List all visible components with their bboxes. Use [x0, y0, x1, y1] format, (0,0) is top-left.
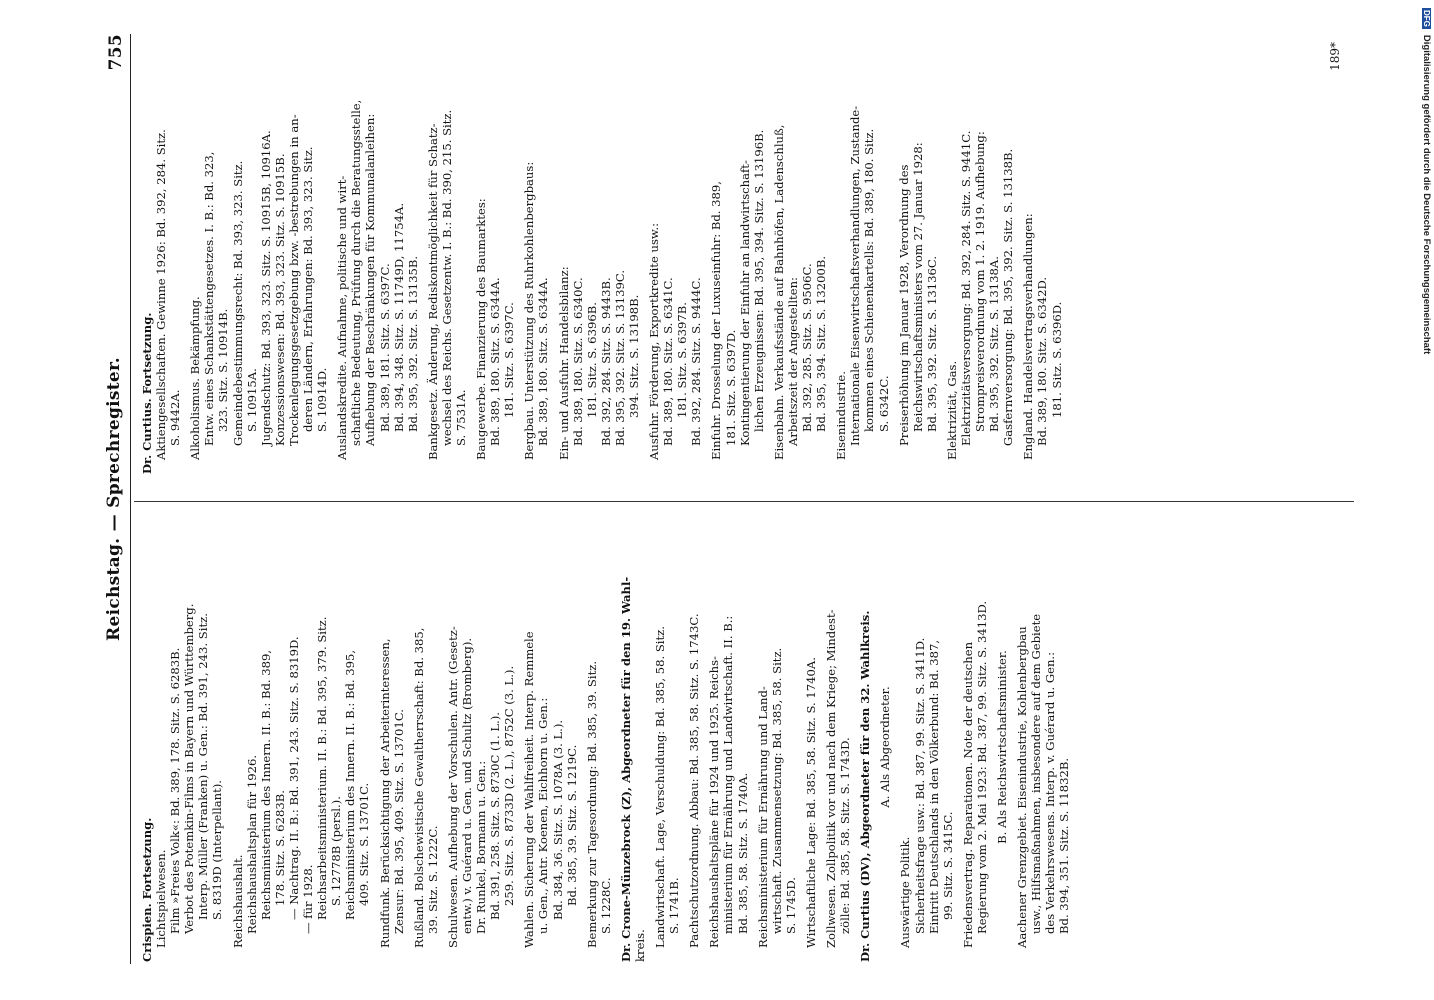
index-line: 39. Sitz. S. 1222C.	[425, 825, 440, 934]
index-line: kreis.	[633, 929, 647, 962]
index-line: Kontingentierung der Einfuhr an landwirtschaft-	[737, 160, 752, 446]
index-line: Reichsministerium für Ernährung und Land-	[755, 686, 770, 948]
index-line: Konzessionswesen: Bd. 393, 323. Sitz. S. 10915B.	[272, 153, 287, 446]
index-line: 323. Sitz. S. 10914B.	[216, 308, 231, 432]
index-line: Eintritt Deutschlands in den Völkerbund: Bd. 387,	[926, 639, 941, 934]
index-line: Wahlen. Sicherung der Wahlfreiheit. Interp. Remmele	[522, 631, 537, 948]
index-entry	[1015, 532, 1071, 962]
index-entry	[188, 44, 329, 474]
index-line: Reichshaushaltspläne für 1924 und 1925. Reichs-	[707, 656, 722, 948]
index-entry	[522, 44, 550, 474]
index-line: Reichshaushaltsplan für 1926.	[244, 754, 259, 934]
index-line: Einfuhr. Drosselung der Luxuseinfuhr: Bd. 389,	[709, 181, 724, 460]
index-line: S. 12778B (persl.).	[329, 796, 344, 906]
index-line: Gasfernversorgung: Bd. 395, 392. Sitz. S. 13138B.	[1001, 148, 1016, 446]
index-entry	[961, 532, 989, 962]
column-divider	[134, 501, 1354, 502]
index-entry	[140, 44, 182, 474]
rotated-document-page	[100, 20, 1360, 980]
index-entry	[878, 532, 892, 962]
index-entry	[474, 44, 516, 474]
page-header	[100, 34, 126, 964]
index-line: Bd. 389, 181. Sitz. S. 6397C.	[377, 263, 392, 432]
index-line: des Verkehrswesens. Interp. v. Guérard u. Gen.:	[1043, 651, 1058, 934]
index-entry	[898, 532, 954, 962]
index-line: S. 6342C.	[876, 375, 891, 432]
index-entry	[834, 44, 890, 474]
index-line: England. Handelsvertragsverhandlungen:	[1021, 213, 1036, 460]
index-entry	[707, 532, 749, 962]
index-line: Reichsarbeitsministerium. II. B.: Bd. 395, 379. Sitz.	[315, 616, 330, 920]
index-line: Bd. 384, 36. Sitz. S. 1078A (3. L.).	[550, 719, 565, 920]
index-line: Rußland. Bolschewistische Gewaltherrschaft: Bd. 385,	[411, 627, 426, 948]
index-line: S. 8319D (Interpellant).	[210, 780, 225, 920]
index-line: Trockenlegungsgesetzgebung bzw. -bestrebungen in an-	[286, 114, 301, 446]
index-line: Gemeindebestimmungsrecht: Bd. 393, 323. Sitz.	[230, 160, 245, 446]
index-entry	[426, 44, 468, 474]
index-line: Crispien. Fortsetzung.	[140, 817, 154, 962]
index-entry	[231, 532, 372, 962]
index-line: Bankgesetz. Änderung, Rediskontmöglichkeit für Schatz-	[425, 123, 440, 460]
index-line: 181. Sitz. S. 6397C.	[502, 302, 517, 418]
index-line: Zensur: Bd. 395, 409. Sitz. S. 13701C.	[391, 709, 406, 934]
index-line: ministerium für Ernährung und Landwirtschaft. II. B.:	[721, 615, 736, 934]
index-line: Reichsministerium des Innern. II. B.: Bd. 389,	[258, 649, 273, 920]
index-entry	[858, 532, 872, 962]
index-line: Film »Freies Volk«: Bd. 389, 178. Sitz. S. 6283B.	[168, 647, 183, 934]
index-line: Bd. 391, 258. Sitz. S. 8730C (1. L.).	[488, 712, 503, 920]
index-entry	[653, 532, 681, 962]
index-line: deren Ländern, Erfahrungen: Bd. 393, 323. Sitz.	[301, 146, 316, 432]
index-line: Landwirtschaft. Lage, Verschuldung: Bd. 385, 58. Sitz.	[653, 626, 668, 948]
index-line: Bd. 394, 348. Sitz. S. 11749D, 11754A.	[391, 202, 406, 432]
header-rule	[130, 34, 131, 964]
index-line: Alkoholismus. Bekämpfung.	[188, 296, 203, 460]
index-line: Elektrizitätsversorgung: Bd. 392, 284. Sitz. S. 9441C.	[958, 130, 973, 446]
index-entry	[824, 532, 852, 962]
index-line: S. 1228C.	[598, 877, 613, 934]
index-entry	[1021, 44, 1063, 474]
index-line: Schulwesen. Aufhebung der Vorschulen. Antr. (Gesetz-	[445, 626, 460, 948]
index-entry	[804, 532, 818, 962]
index-line: usw., Hilfsmaßnahmen, insbesondere auf dem Gebiete	[1029, 613, 1044, 934]
index-line: Bd. 392, 284. Sitz. S. 9443B.	[598, 277, 613, 446]
index-line: S. 1741B.	[667, 877, 682, 934]
index-line: Bd. 385, 39. Sitz. S. 1219C.	[564, 744, 579, 906]
index-line: Friedensvertrag. Reparationen. Note der deutschen	[960, 641, 975, 948]
credit-text-wrapper	[1420, 8, 1432, 988]
index-line: wirtschaft. Zusammensetzung: Bd. 385, 58. Sitz.	[769, 647, 784, 934]
index-line: — Nachtrag. II. B.: Bd. 391, 243. Sitz. S. 8319D.	[286, 636, 301, 920]
index-line: 394. Sitz. S. 13198B.	[627, 294, 641, 418]
index-line: Bd. 395, 392. Sitz. S. 13136C.	[924, 255, 939, 432]
index-line: lichen Erzeugnissen: Bd. 395, 394. Sitz. S. 13196B.	[751, 129, 766, 432]
index-entry	[446, 532, 516, 962]
index-line: Bergbau. Unterstützung des Ruhrkohlenbergbaus:	[522, 161, 537, 460]
index-line: Bd. 389, 180. Sitz. S. 6344A.	[488, 277, 503, 446]
index-entry	[709, 44, 765, 474]
signature-mark: 189*	[1328, 42, 1342, 71]
index-line: Aufhebung der Beschränkungen für Kommunalanleihen:	[363, 113, 378, 446]
index-line: Reichshaushalt.	[230, 854, 245, 948]
index-line: Preiserhöhung im Januar 1928, Verordnung des	[896, 164, 911, 446]
index-entry	[687, 532, 701, 962]
index-line: 181. Sitz. S. 6396D.	[1049, 301, 1064, 418]
credit-text: Digitalisierung gefördert durch die Deutsche Forschungsgemeinschaft	[1421, 34, 1432, 355]
index-line: 178. Sitz. S. 6283B.	[272, 790, 287, 906]
index-entry	[335, 44, 420, 474]
index-line: 181. Sitz. S. 6396B.	[584, 302, 599, 418]
index-line: Rundfunk. Berücksichtigung der Arbeiterinteressen,	[377, 638, 392, 948]
index-entry	[647, 44, 703, 474]
index-line: S. 10915A.	[244, 368, 259, 432]
index-line: Reichswirtschaftsministers vom 27. Januar 1928:	[910, 142, 925, 432]
index-entry	[756, 532, 798, 962]
index-entry	[140, 532, 225, 962]
digitization-credit	[1420, 8, 1432, 988]
index-line: 409. Sitz. S. 13701C.	[357, 782, 372, 906]
index-line: Aktiengesellschaften. Gewinne 1926: Bd. 392, 284. Sitz.	[154, 129, 169, 460]
index-line: kommen eines Schienenkartells: Bd. 389, 180. Sitz.	[862, 128, 877, 432]
index-line: Bd. 389, 180. Sitz. S. 6344A.	[536, 277, 551, 446]
index-line: S. 7531A.	[453, 389, 468, 446]
index-line: Eisenindustrie.	[834, 371, 849, 460]
index-line: Elektrizität, Gas.	[944, 360, 959, 460]
index-line: Internationale Eisenwirtschaftsverhandlungen, Zustande-	[848, 105, 863, 446]
index-line: Bd. 395, 392. Sitz. S. 13139C.	[612, 269, 627, 446]
index-entry	[585, 532, 613, 962]
index-line: Jugendschutz: Bd. 393, 323. Sitz. S. 10915B, 10916A.	[258, 130, 273, 446]
index-line: Bd. 395, 392. Sitz. S. 13138A.	[987, 256, 1002, 432]
index-line: — für 1928.	[301, 864, 316, 934]
index-line: Ein- und Ausfuhr. Handelsbilanz:	[556, 266, 571, 460]
index-entry	[522, 532, 578, 962]
index-line: schaftliche Bedeutung, Prüfung durch die Beratungsstelle,	[349, 99, 364, 446]
index-line: entw.) v. Guérard u. Gen. und Schultz (Bromberg).	[459, 637, 474, 934]
index-line: Bemerkung zur Tagesordnung: Bd. 385, 39. Sitz.	[584, 660, 599, 948]
index-line: Ausfuhr. Förderung, Exportkredite usw.:	[647, 222, 662, 460]
index-line: Dr. Crone-Münzebrock (Z), Abgeordneter für den 19. Wahl-	[618, 576, 633, 962]
index-line: Bd. 394, 351. Sitz. S. 11832B.	[1057, 757, 1072, 934]
index-line: Pachtschutzordnung. Abbau: Bd. 385, 58. Sitz. S. 1743C.	[687, 613, 702, 948]
index-line: Dr. Curtius. Fortsetzung.	[140, 312, 154, 474]
index-line: Bd. 389, 180. Sitz. S. 6342D.	[1035, 276, 1050, 446]
index-line: u. Gen., Antr. Koenen, Eichhorn u. Gen.:	[536, 697, 551, 934]
index-line: 259. Sitz. S. 8733D (2. L.), 8752C (3. L.).	[502, 665, 517, 906]
index-line: Arbeitszeit der Angestellten:	[785, 277, 800, 446]
index-line: Entw. eines Schankstättengesetzes. I. B.: Bd. 323,	[202, 151, 217, 446]
index-line: Auswärtige Politik.	[898, 836, 913, 948]
dfg-logo: DFG	[1422, 10, 1431, 27]
index-line: Dr. Runkel, Bormann u. Gen.:	[474, 760, 489, 934]
index-line: A. Als Abgeordneter.	[878, 686, 893, 808]
index-line: 181. Sitz. S. 6397D.	[723, 329, 738, 446]
index-line: B. Als Reichswirtschaftsminister.	[994, 650, 1009, 844]
index-line: Sicherheitsfrage usw.: Bd. 387, 99. Sitz. S. 3411D.	[912, 637, 927, 934]
index-line: S. 9442A.	[168, 389, 183, 446]
index-line: Auslandskredite. Aufnahme, politische und wirt-	[335, 175, 350, 460]
index-entry	[619, 532, 647, 962]
index-entry	[378, 532, 406, 962]
index-line: wechsel des Reichs. Gesetzentw. I. B.: Bd. 390, 215. Sitz.	[439, 109, 454, 446]
index-line: S. 1745D.	[783, 877, 798, 934]
index-line: Bd. 389, 180. Sitz. S. 6341C.	[661, 277, 676, 446]
index-line: Interp. Müller (Franken) u. Gen.: Bd. 391, 243. Sitz.	[196, 613, 211, 920]
running-title: Reichstag. — Sprechregister.	[104, 357, 124, 641]
index-line: Bd. 392, 285. Sitz. S. 9506C.	[800, 263, 815, 432]
index-line: Zollwesen. Zollpolitik vor und nach dem Kriege; Mindest-	[824, 609, 839, 948]
index-line: Bd. 392, 284. Sitz. S. 9444C.	[689, 277, 704, 446]
index-line: Bd. 389, 180. Sitz. S. 6340C.	[570, 277, 585, 446]
index-line: Bd. 385, 58. Sitz. S. 1740A.	[735, 772, 750, 934]
index-entry	[772, 44, 828, 474]
index-line: Wirtschaftliche Lage: Bd. 385, 58. Sitz. S. 1740A.	[803, 657, 818, 948]
left-column	[140, 532, 1354, 962]
index-entry	[945, 44, 1015, 474]
index-line: Dr. Curtius (DV), Abgeordneter für den 32. Wahlkreis.	[858, 610, 873, 962]
index-entry	[897, 44, 939, 474]
page-number: 755	[106, 34, 126, 71]
index-line: Reichsministerium des Innern. II. B.: Bd. 395,	[343, 649, 358, 920]
index-line: 181. Sitz. S. 6397B.	[675, 302, 690, 418]
index-line: Verbot des Potemkin-Films in Bayern und Württemberg.	[182, 603, 197, 934]
index-line: S. 10914D.	[315, 367, 330, 432]
index-line: Lichtspielwesen.	[154, 849, 169, 948]
index-line: Regierung vom 2. Mai 1923: Bd. 387, 99. Sitz. S. 3413D.	[974, 600, 989, 934]
right-column	[140, 44, 1354, 474]
index-line: Strompreisverordnung vom 1. 2. 1919. Aufhebung:	[973, 131, 988, 432]
index-line: Baugewerbe. Finanzierung des Baumarktes:	[474, 198, 489, 460]
index-entry	[412, 532, 440, 962]
index-entry	[557, 44, 642, 474]
index-line: Eisenbahn. Verkaufsstände auf Bahnhöfen, Ladenschluß,	[771, 124, 786, 460]
index-line: Bd. 395, 392. Sitz. S. 13135B.	[405, 255, 420, 432]
index-line: 99. Sitz. S. 3415C.	[940, 811, 955, 920]
index-entry	[995, 532, 1009, 962]
index-line: Aachener Grenzgebiet. Eisenindustrie, Kohlenbergbau	[1015, 626, 1030, 948]
index-line: Bd. 395, 394. Sitz. S. 13200B.	[814, 255, 829, 432]
index-line: zölle: Bd. 385, 58. Sitz. S. 1743D.	[838, 737, 853, 934]
